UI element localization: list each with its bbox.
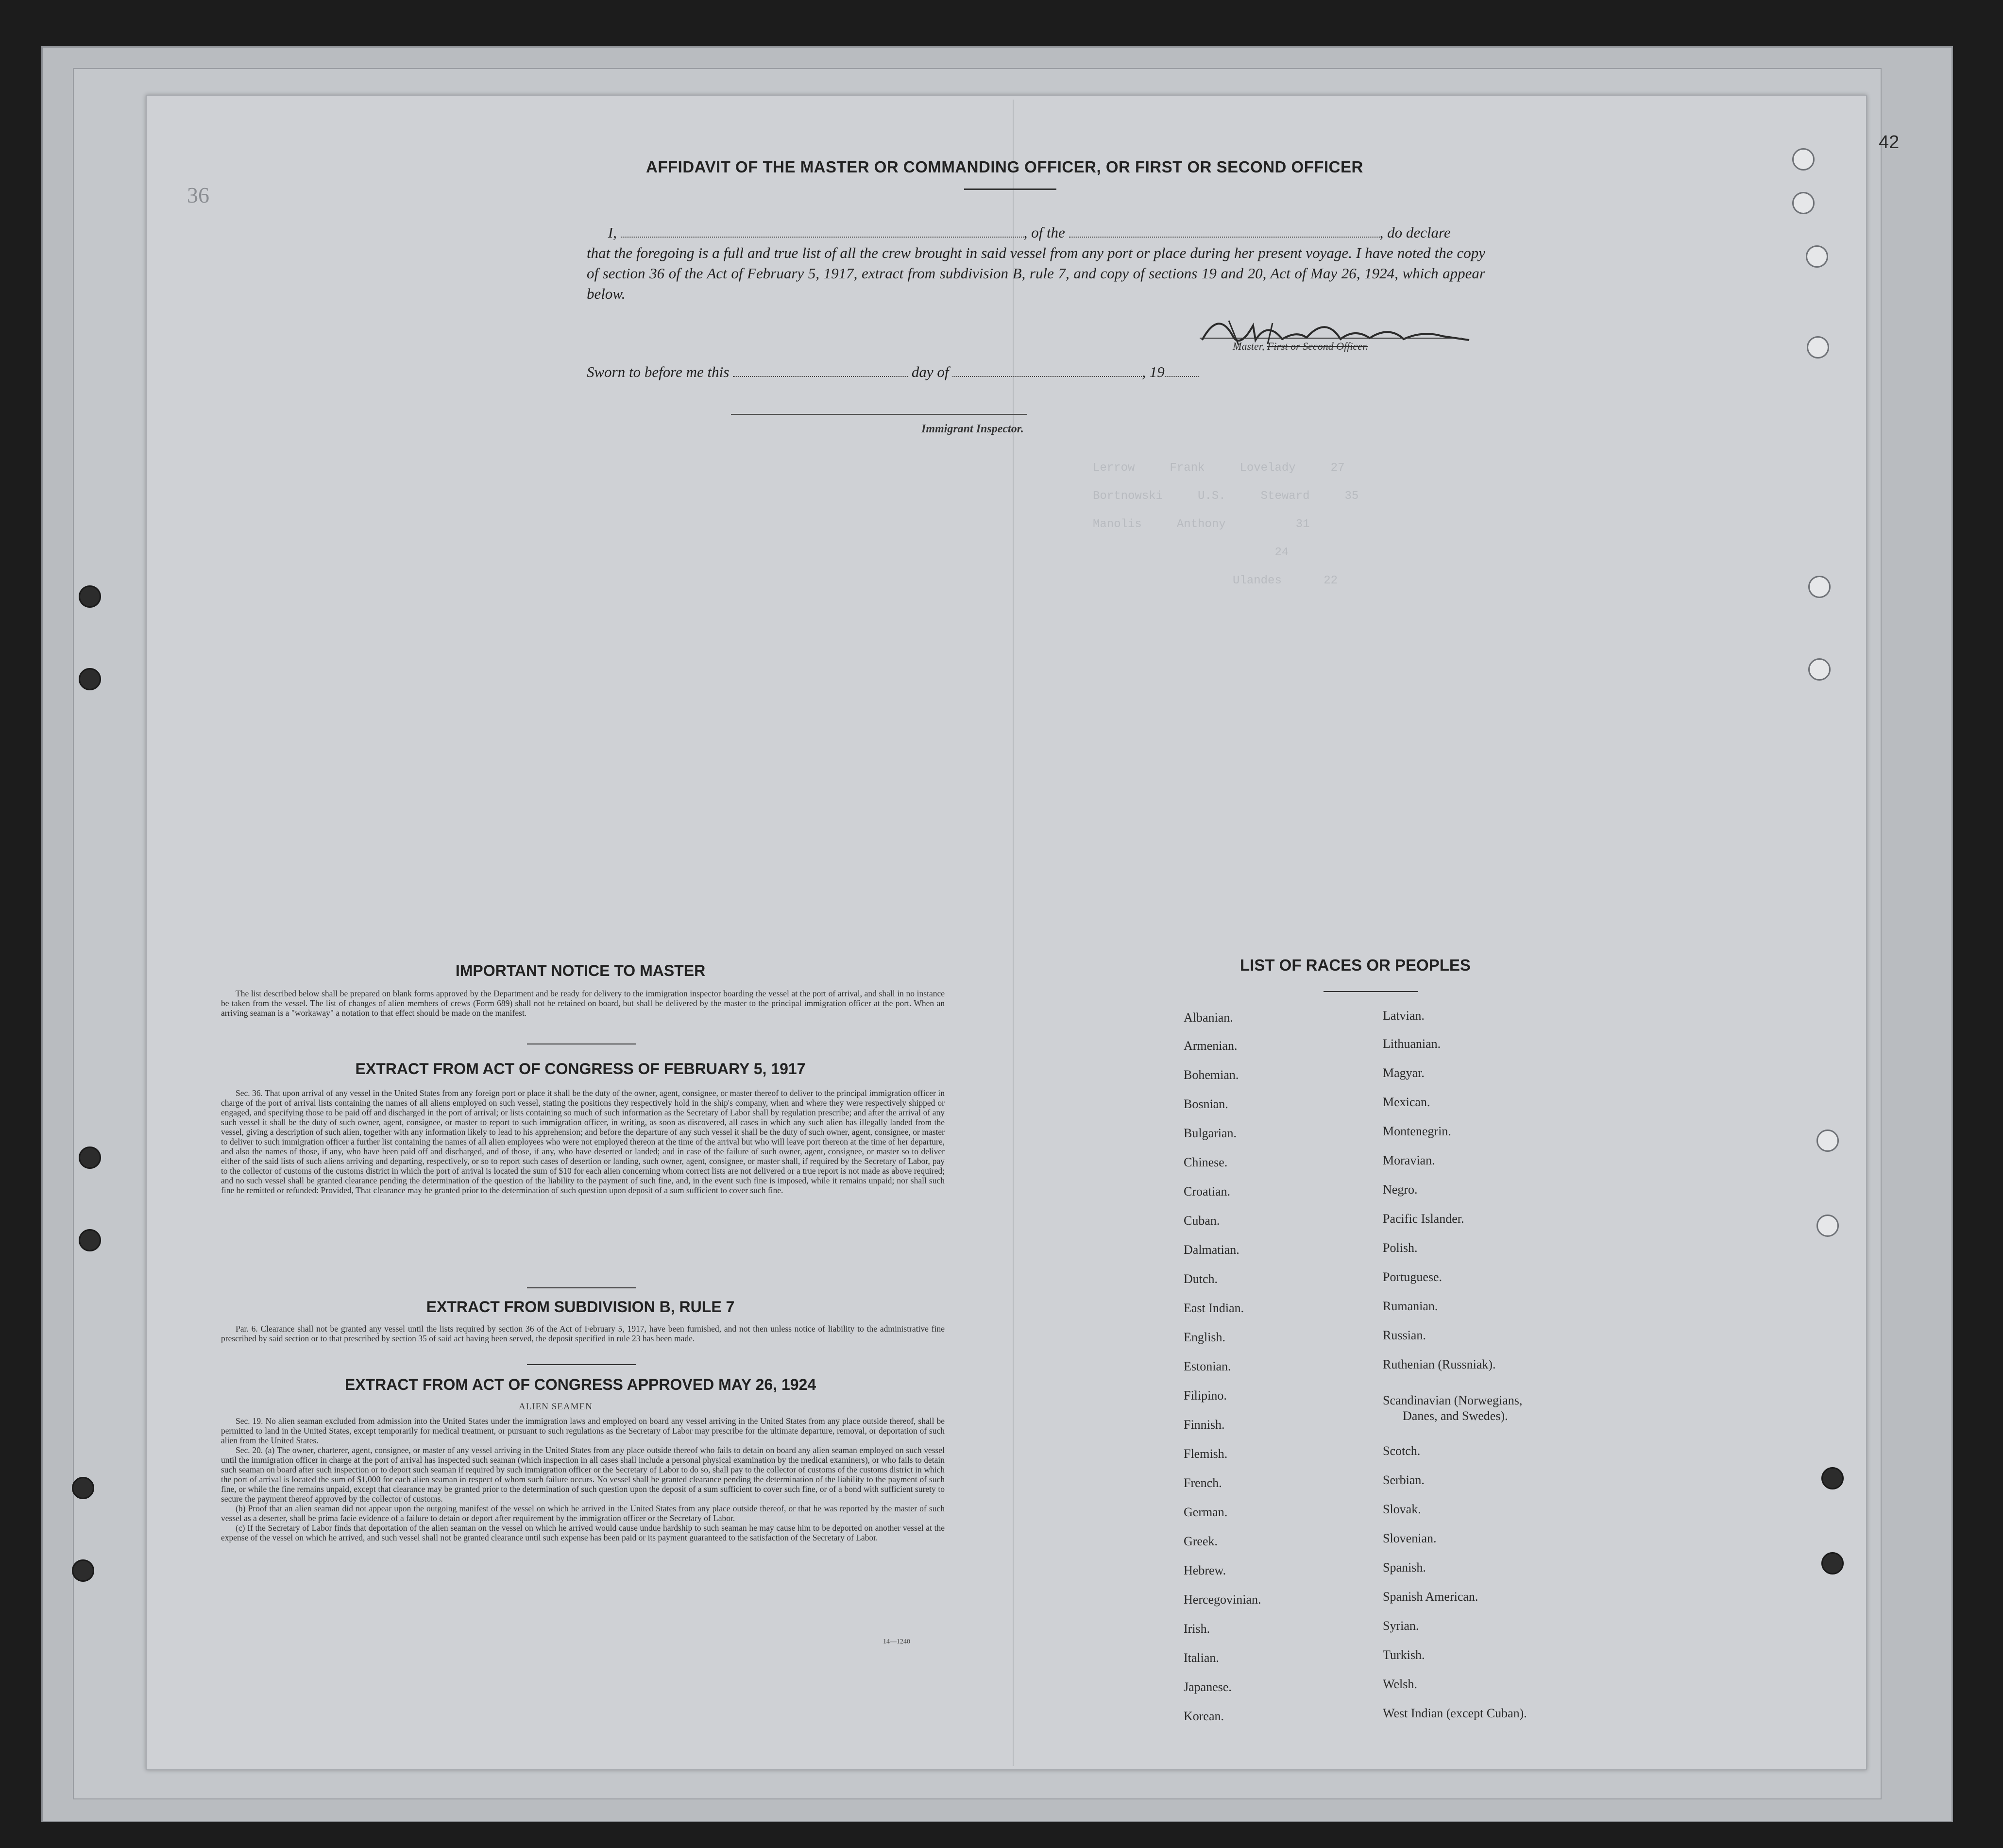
- race-item: Korean.: [1184, 1709, 1224, 1723]
- rule7-text: [221, 1324, 945, 1343]
- race-item: Latvian.: [1383, 1009, 1425, 1023]
- race-item: Bosnian.: [1184, 1097, 1228, 1111]
- binder-hole: [79, 668, 101, 690]
- race-item: Dalmatian.: [1184, 1243, 1239, 1257]
- affidavit-i-label: I,: [608, 224, 617, 241]
- notice-text: [221, 989, 945, 1018]
- center-fold: [1013, 100, 1014, 1766]
- race-item: Magyar.: [1383, 1066, 1425, 1080]
- sworn-month-blank[interactable]: [952, 376, 1142, 377]
- race-item: Danes, and Swedes).: [1403, 1409, 1508, 1423]
- sworn-date-blank[interactable]: [733, 376, 908, 377]
- race-item: Rumanian.: [1383, 1299, 1438, 1313]
- race-item: Welsh.: [1383, 1677, 1417, 1691]
- race-item: Italian.: [1184, 1651, 1219, 1665]
- race-item: Pacific Islander.: [1383, 1212, 1464, 1226]
- binder-hole: [79, 1146, 101, 1169]
- race-item: Serbian.: [1383, 1473, 1425, 1487]
- race-item: East Indian.: [1184, 1301, 1244, 1315]
- sec19-paragraph: Sec. 19. No alien seaman excluded from admission into the United States under the immigration laws and employed on board any vessel arriving in the United States from any place outside thereof, shall be permitted to land in the United States, except temporarily for medical treatment, or pursuant to such regulations as the Secretary of Labor may prescribe for the ultimate departure, removal, or deportation of such alien from the United States.: [221, 1416, 945, 1445]
- signature-master-label: Master,: [1233, 340, 1265, 352]
- race-item: Albanian.: [1184, 1010, 1233, 1025]
- race-item: Filipino.: [1184, 1388, 1227, 1403]
- race-item: Flemish.: [1184, 1447, 1228, 1461]
- binder-hole: [1792, 148, 1815, 171]
- sworn-year-blank[interactable]: [1165, 376, 1199, 377]
- race-item: Bulgarian.: [1184, 1126, 1237, 1140]
- binder-hole: [1821, 1552, 1844, 1574]
- signature-line: [1200, 338, 1462, 339]
- race-item: Turkish.: [1383, 1648, 1425, 1662]
- signature-struck-label: First or Second Officer.: [1267, 340, 1368, 352]
- race-item: Irish.: [1184, 1622, 1210, 1636]
- notice-title: IMPORTANT NOTICE TO MASTER: [455, 962, 706, 979]
- notice-paragraph: The list described below shall be prepared on blank forms approved by the Department and be ready for delivery to the immigration inspector boarding the vessel at the port of arrival, and shall in no instance be taken from the vessel. The list of changes of alien members of crews (Form 689) shall not be retained on board, but shall be delivered by the master to the principal immigration officer at the port. When an arriving seaman is a "workaway" a notation to that effect should be made on the manifest.: [221, 989, 945, 1018]
- race-item: Japanese.: [1184, 1680, 1232, 1694]
- binder-hole: [1807, 336, 1829, 359]
- race-item: Finnish.: [1184, 1418, 1225, 1432]
- race-item: Greek.: [1184, 1534, 1218, 1548]
- race-item: Bohemian.: [1184, 1068, 1239, 1082]
- race-item: Armenian.: [1184, 1039, 1238, 1053]
- bleed-through-text: Lerrow Frank Lovelady 27 Bortnowski U.S. Steward 35 Manolis Anthony 31 24 Ulandes 22: [1093, 462, 1359, 587]
- sworn-prefix: Sworn to before me this: [587, 363, 730, 380]
- binder-hole: [1808, 576, 1831, 598]
- sworn-line: [587, 363, 1199, 381]
- par6-paragraph: Par. 6. Clearance shall not be granted any vessel until the lists required by section 36 of the Act of February 5, 1917, have been furnished, and not then unless notice of liability to the administrative fine prescribed by said section or to that prescribed by section 35 of said act having been served, the deposit specified in rule 23 has been made.: [221, 1324, 945, 1343]
- affidavit-declaration-line: [587, 222, 1485, 243]
- affidavit-title: AFFIDAVIT OF THE MASTER OR COMMANDING OFFICER, OR FIRST OR SECOND OFFICER: [646, 158, 1363, 176]
- race-item: Croatian.: [1184, 1184, 1231, 1198]
- name-blank[interactable]: [621, 237, 1024, 238]
- binder-hole: [1806, 245, 1828, 268]
- sec20c-paragraph: (c) If the Secretary of Labor finds that deportation of the alien seaman on the vessel on which he arrived would cause undue hardship to such seaman he may cause him to be deported on another vessel at the expense of the vessel on which he arrived, and such vessel shall not be granted clearance until such expense has been paid or its payment guaranteed to the satisfaction of the Secretary of Labor.: [221, 1523, 945, 1542]
- binder-hole: [1808, 658, 1831, 681]
- race-item: Scotch.: [1383, 1444, 1421, 1458]
- race-item: Portuguese.: [1383, 1270, 1443, 1284]
- inspector-signature-line: [731, 414, 1027, 415]
- race-item: Lithuanian.: [1383, 1037, 1441, 1051]
- divider: [527, 1364, 636, 1365]
- sworn-year: , 19: [1142, 363, 1165, 380]
- races-title-rule: [1324, 991, 1418, 992]
- binder-hole: [79, 1229, 101, 1251]
- binder-hole: [1816, 1215, 1839, 1237]
- binder-hole: [1821, 1467, 1844, 1489]
- sworn-day-of: day of: [911, 363, 949, 380]
- binder-hole: [79, 585, 101, 608]
- vessel-blank[interactable]: [1069, 237, 1380, 238]
- rule7-title: EXTRACT FROM SUBDIVISION B, RULE 7: [426, 1298, 735, 1316]
- binder-hole: [1792, 192, 1815, 214]
- race-item: Russian.: [1383, 1328, 1426, 1342]
- race-item: Mexican.: [1383, 1095, 1430, 1109]
- sec20b-paragraph: (b) Proof that an alien seaman did not appear upon the outgoing manifest of the vessel on which he arrived in the United States from any place outside thereof, or that he was reported by the master of such vessel as a deserter, shall be prima facie evidence of a failure to detain or deport after requirement by the immigration officer or the Secretary of Labor.: [221, 1504, 945, 1523]
- race-item: Scandinavian (Norwegians,: [1383, 1393, 1523, 1407]
- race-item: Polish.: [1383, 1241, 1418, 1255]
- race-item: Dutch.: [1184, 1272, 1218, 1286]
- affidavit-declare-label: , do declare: [1379, 224, 1451, 241]
- binder-hole: [72, 1477, 94, 1499]
- affidavit-text: [587, 222, 1485, 304]
- race-item: Spanish American.: [1383, 1590, 1478, 1604]
- form-number: 14—1240: [883, 1638, 910, 1645]
- race-item: French.: [1184, 1476, 1222, 1490]
- sec20a-paragraph: Sec. 20. (a) The owner, charterer, agent, consignee, or master of any vessel arriving in the United States from any place outside thereof who fails to detain on board any alien seaman employed on such vessel until the immigration officer in charge at the port of arrival has inspected such seaman (which inspection in all cases shall include a personal physical examination by the medical examiners), or who fails to detain such seaman on board after such inspection or to deport such seaman if required by such immigration officer or the Secretary of Labor to do so, shall pay to the collector of customs of the customs district in which the port of arrival is located the sum of $1,000 for each alien seaman in respect of whom such failure occurs. No vessel shall be granted clearance pending the determination of the liability to the payment of such fine, or while the fine remains unpaid, except that clearance may be granted prior to the determination of such question upon the deposit of a sum sufficient to cover such fine, or of a bond with sufficient surety to secure the payment thereof approved by the collector of customs.: [221, 1445, 945, 1504]
- race-item: Hercegovinian.: [1184, 1592, 1261, 1607]
- affidavit-body-text: that the foregoing is a full and true list of all the crew brought in said vessel from any port or place during her present voyage. I have noted the copy of section 36 of the Act of February 5, 1917, extract from subdivision B, rule 7, and copy of sections 19 and 20, Act of May 26, 1924, which appear below.: [587, 244, 1485, 302]
- divider: [527, 1287, 636, 1288]
- race-item: Syrian.: [1383, 1619, 1419, 1633]
- race-item: English.: [1184, 1330, 1225, 1344]
- race-item: Estonian.: [1184, 1359, 1231, 1373]
- alien-seamen-subtitle: ALIEN SEAMEN: [519, 1402, 593, 1412]
- page-number: 42: [1879, 132, 1900, 153]
- race-item: Moravian.: [1383, 1153, 1435, 1167]
- race-item: Cuban.: [1184, 1214, 1220, 1228]
- race-item: Negro.: [1383, 1182, 1418, 1197]
- extract-1924-title: EXTRACT FROM ACT OF CONGRESS APPROVED MAY 26, 1924: [344, 1376, 816, 1393]
- race-item: Spanish.: [1383, 1560, 1426, 1574]
- sec36-paragraph: Sec. 36. That upon arrival of any vessel in the United States from any foreign port or place it shall be the duty of the owner, agent, consignee, or master thereof to deliver to the principal immigration officer in charge of the port of arrival lists containing the names of all aliens employed on such vessel, stating the positions they respectively hold in the ship's company, when and where they were respectively shipped or engaged, and specifying those to be paid off and discharged in the port of arrival; or lists containing so much of such information as the Secretary of Labor shall by regulation prescribe; and after the arrival of any such vessel it shall be the duty of such owner, agent, consignee, or master to report to such immigration officer, in writing, as soon as discovered, all cases in which any such alien has illegally landed from the vessel, giving a description of such alien, together with any information likely to lead to his apprehension; and before the departure of any such vessel it shall be the duty of such owner, agent, consignee, or master to deliver to such immigration officer a further list containing the names of all alien employees who were not employed thereon at the time of the arrival but who will leave port thereon at the time of her departure, and also the names of those, if any, who have been paid off and discharged, and of those, if any, who have deserted or landed; and in case of the failure of such owner, agent, consignee, or master so to deliver either of the said lists of such aliens arriving and departing, respectively, or so to report such cases of desertion or landing, such owner, agent, consignee, or master shall, if required by the Secretary of Labor, pay to the collector of customs of the customs district in which the port of arrival is located the sum of $10 for each alien concerning whom correct lists are not delivered or a true report is not made as above required; and no such vessel shall be granted clearance pending the determination of the question of the liability to the payment of such fine, and, in the event such fine is imposed, while it remains unpaid; nor shall such fine be remitted or refunded: Provided, That clearance may be granted prior to the determination of such question upon deposit of a sum sufficient to cover such fine.: [221, 1088, 945, 1195]
- inspector-caption: Immigrant Inspector.: [921, 423, 1024, 435]
- race-item: Chinese.: [1184, 1155, 1228, 1169]
- races-title: LIST OF RACES OR PEOPLES: [1240, 956, 1471, 974]
- binder-hole: [1816, 1129, 1839, 1152]
- race-item: Montenegrin.: [1383, 1124, 1451, 1138]
- affidavit-of-the-label: , of the: [1023, 224, 1065, 241]
- extract-1917-text: [221, 1088, 945, 1195]
- race-item: German.: [1184, 1505, 1228, 1519]
- master-signature: [1200, 311, 1472, 361]
- corner-mark: 36: [187, 183, 209, 207]
- race-item: Ruthenian (Russniak).: [1383, 1357, 1496, 1371]
- race-item: Slovak.: [1383, 1502, 1421, 1516]
- extract-1917-title: EXTRACT FROM ACT OF CONGRESS OF FEBRUARY 5, 1917: [355, 1060, 806, 1078]
- title-rule: [964, 188, 1056, 190]
- signature-caption: [1233, 340, 1368, 353]
- race-item: Hebrew.: [1184, 1563, 1226, 1577]
- binder-hole: [72, 1559, 94, 1582]
- race-item: West Indian (except Cuban).: [1383, 1706, 1527, 1720]
- race-item: Slovenian.: [1383, 1531, 1437, 1545]
- extract-1924-text: [221, 1416, 945, 1542]
